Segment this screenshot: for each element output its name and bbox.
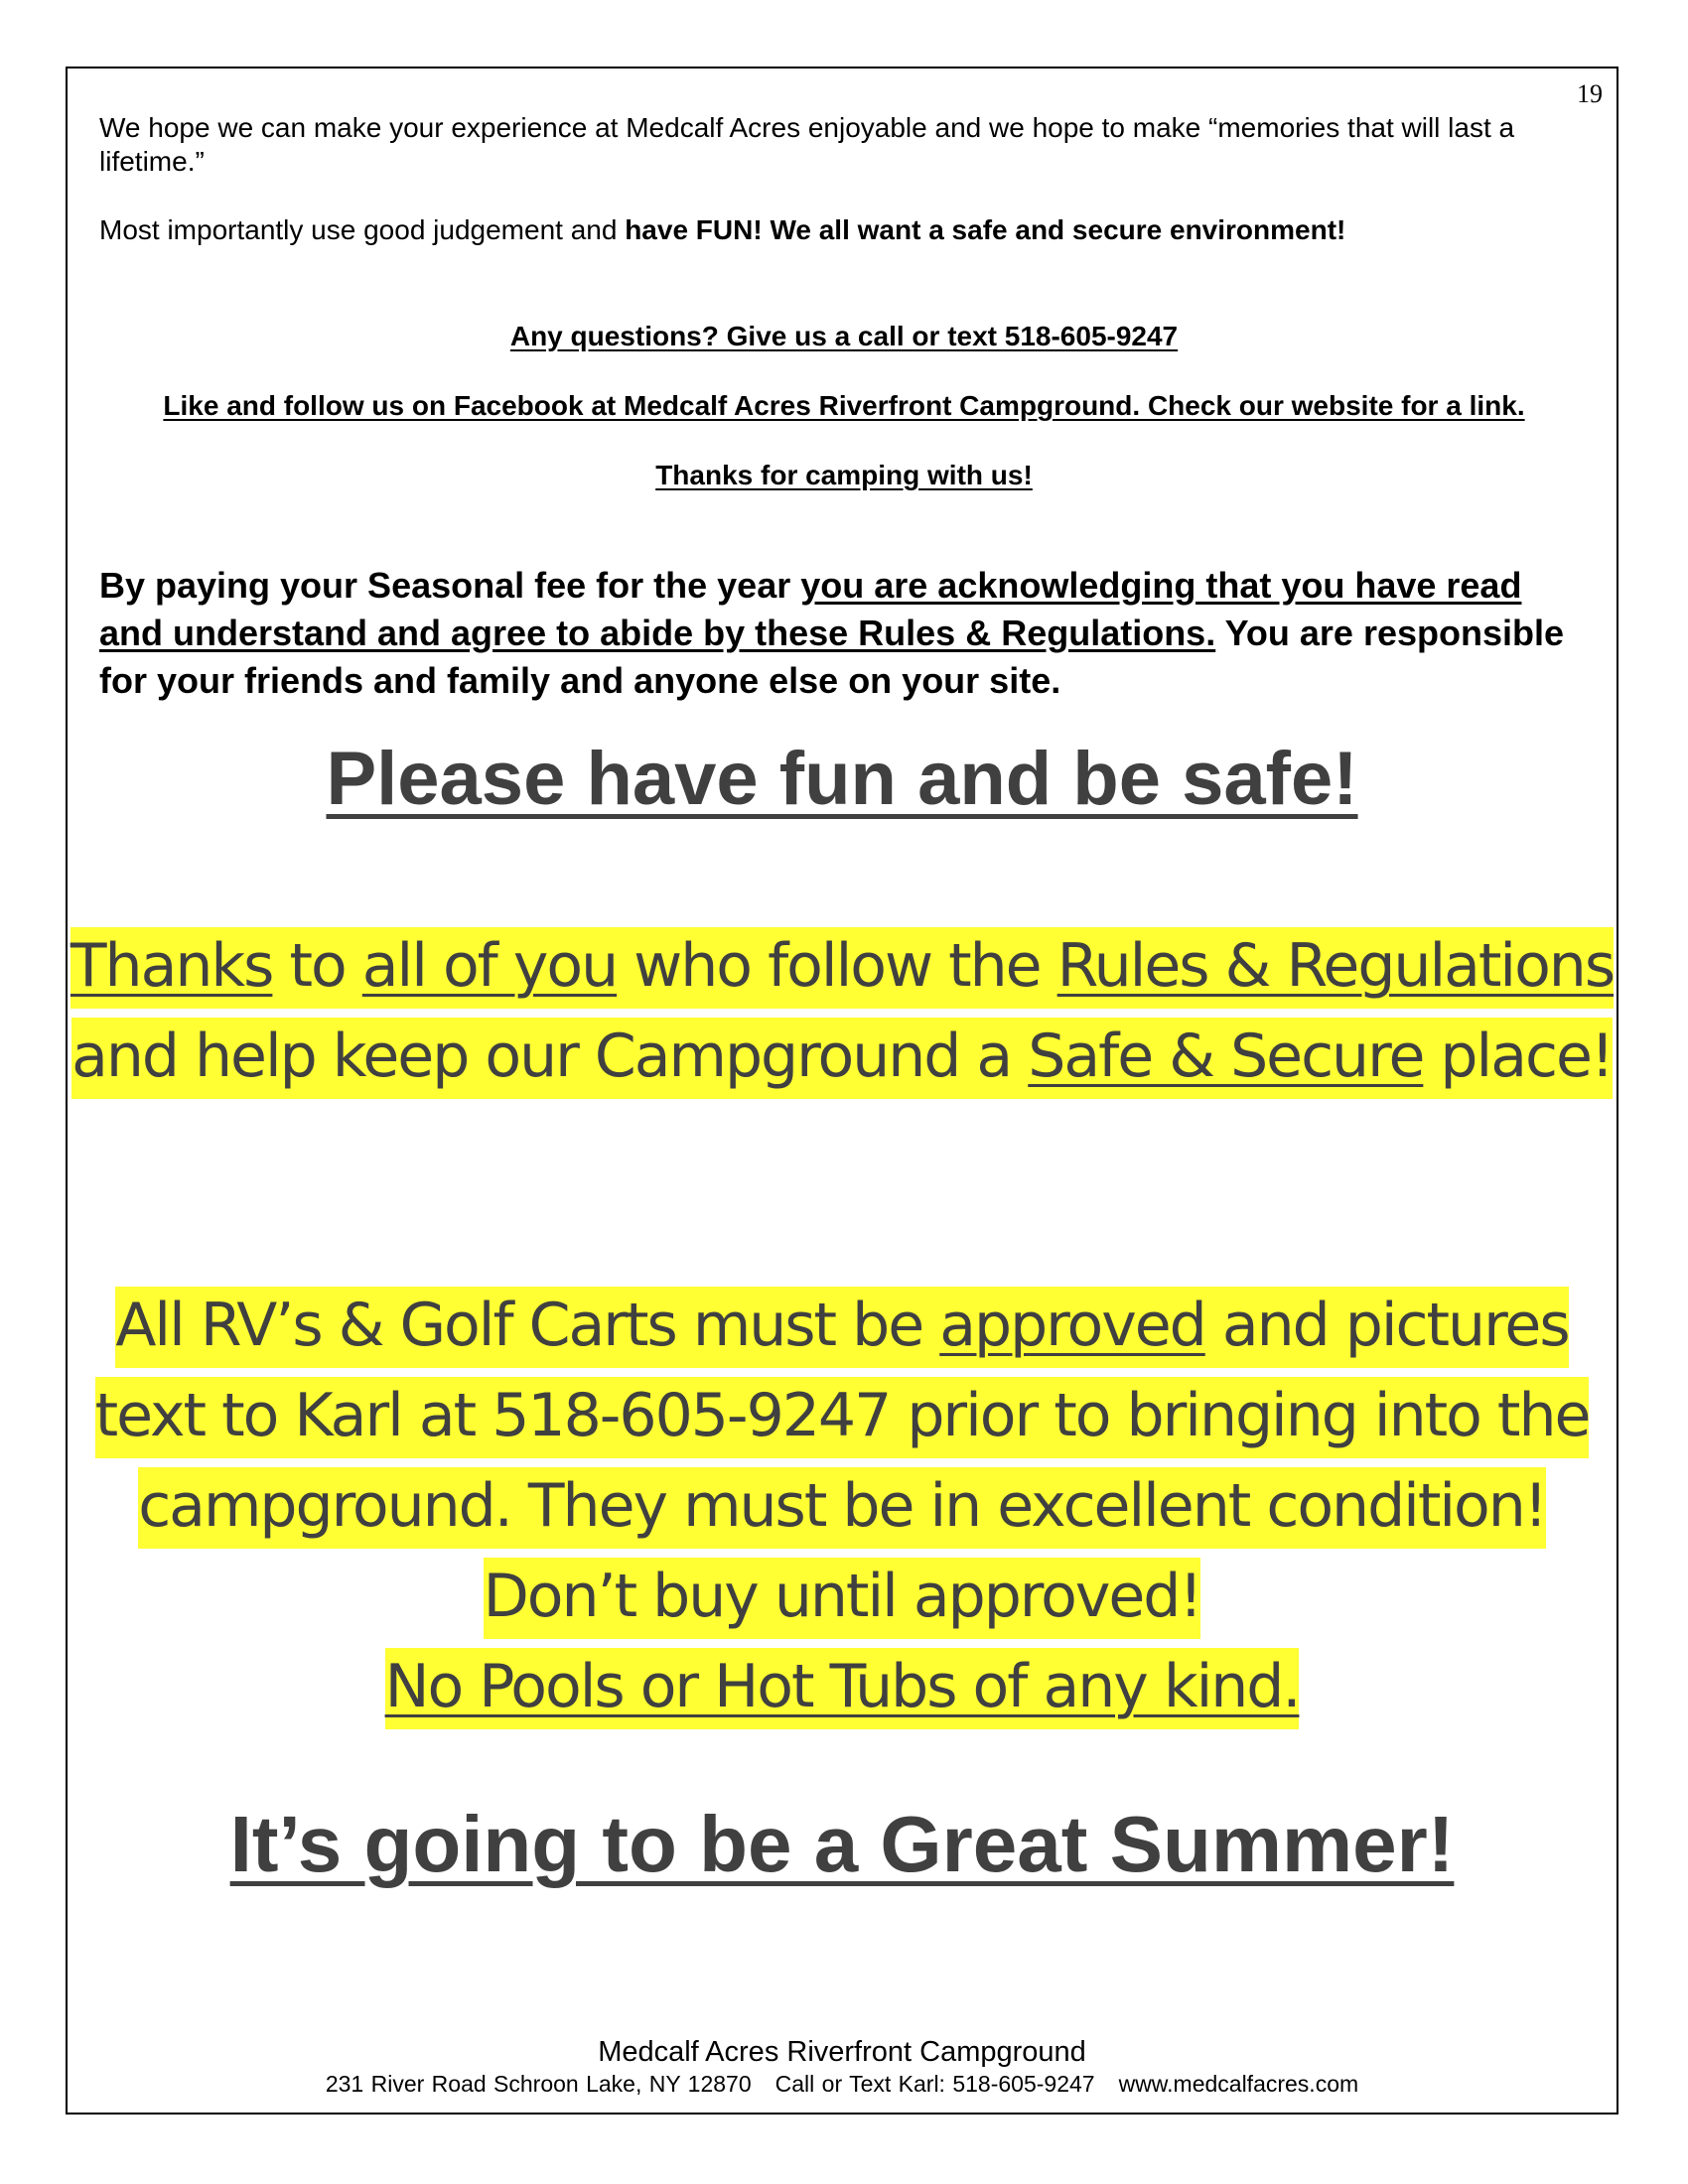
heading-have-fun: Please have fun and be safe!: [326, 737, 1358, 821]
ack-part1: By paying your Seasonal fee for the year: [99, 565, 801, 606]
rules-regulations-text: Rules & Regulations: [1056, 931, 1615, 1001]
important-normal-text: Most importantly use good judgement and: [99, 214, 626, 245]
no-pools-text: No Pools or Hot Tubs of any kind.: [384, 1652, 1300, 1721]
thanks-text-4: who follow the: [617, 931, 1057, 1001]
ack-underlined: you are acknowledging that you have read and understand and agree to abide by these Rules & Regulations.: [99, 565, 1522, 653]
thanks-word: Thanks: [70, 931, 273, 1001]
all-of-you-text: all of you: [361, 931, 618, 1001]
facebook-follow-line: Like and follow us on Facebook at Medcalf Acres Riverfront Campground. Check our website for a link.: [163, 390, 1525, 421]
acknowledgment-paragraph: [99, 562, 1589, 705]
important-paragraph: [99, 213, 1589, 247]
intro-paragraph: We hope we can make your experience at Medcalf Acres enjoyable and we hope to make “memories that will last a lifetime.”: [99, 112, 1515, 177]
rv-text-1: All RV’s & Golf Carts must be: [115, 1291, 940, 1360]
thanks-highlight-block: [66, 921, 1618, 1102]
footer-phone: Call or Text Karl: 518-605-9247: [774, 2071, 1095, 2097]
thanks-text-2: to: [272, 931, 362, 1001]
approved-text: approved: [939, 1291, 1205, 1360]
safe-secure-text: Safe & Secure: [1028, 1022, 1424, 1091]
footer-contact-info: [66, 2070, 1618, 2098]
thanks-camping-line: Thanks for camping with us!: [655, 460, 1033, 490]
footer-website: www.medcalfacres.com: [1118, 2071, 1359, 2097]
footer-campground-name: Medcalf Acres Riverfront Campground: [598, 2036, 1086, 2068]
important-bold-text: have FUN! We all want a safe and secure environment!: [625, 214, 1346, 245]
heading-great-summer: It’s going to be a Great Summer!: [229, 1800, 1455, 1888]
page-number: 19: [1577, 79, 1603, 108]
thanks-text-8: place!: [1423, 1022, 1613, 1091]
rv-text-3: and pictures text to Karl at 518-605-9247 prior to bringing into the campground. They must be in excellent condition! Don’t buy until approved!: [94, 1291, 1590, 1631]
thanks-text-6: and help keep our Campground a: [71, 1022, 1029, 1091]
ack-part2: You are responsible for your friends and family and anyone else on your site.: [99, 613, 1565, 701]
rv-approval-highlight-block: [66, 1281, 1618, 1732]
footer-address: 231 River Road Schroon Lake, NY 12870: [325, 2071, 752, 2097]
questions-contact-line: Any questions? Give us a call or text 518-605-9247: [509, 321, 1179, 351]
